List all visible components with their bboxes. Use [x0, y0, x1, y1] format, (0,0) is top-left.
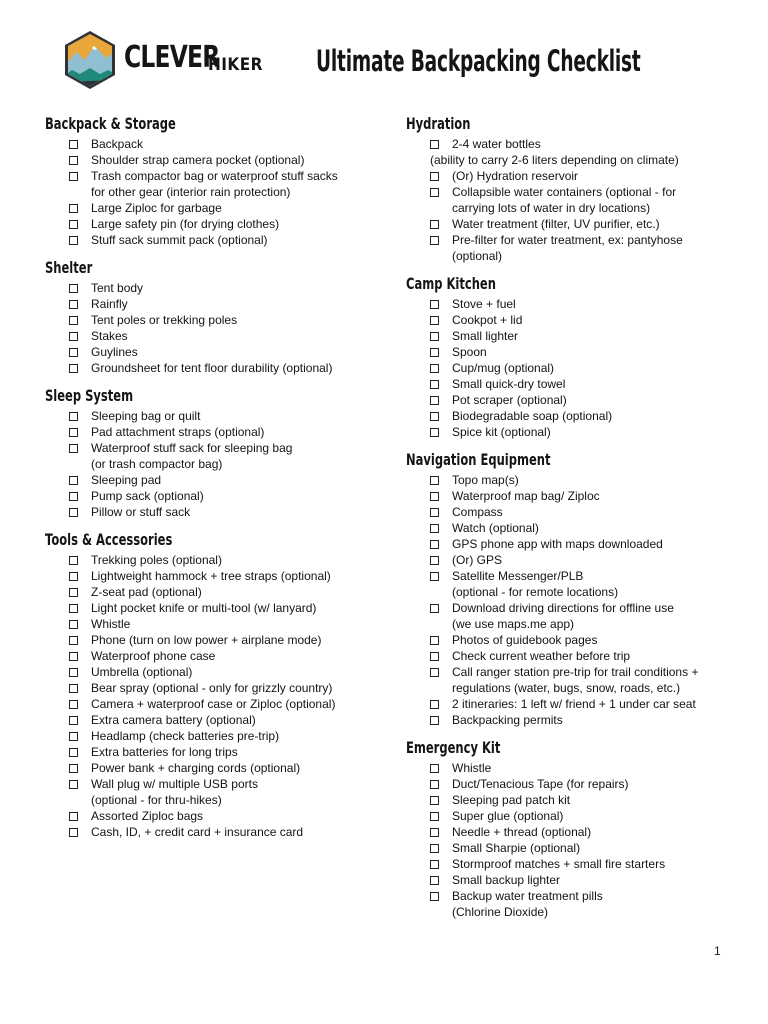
checklist-item[interactable]	[45, 664, 375, 680]
checklist-item[interactable]	[406, 296, 746, 312]
checklist-item[interactable]	[406, 824, 746, 840]
checklist-item-text: GPS phone app with maps downloaded	[452, 537, 663, 551]
checklist-item[interactable]	[45, 616, 375, 632]
checkbox-icon[interactable]	[69, 812, 78, 821]
checklist-item[interactable]	[45, 200, 375, 216]
checklist-item[interactable]	[45, 584, 375, 600]
checklist-item-text: Cup/mug (optional)	[452, 361, 555, 375]
checkbox-icon[interactable]	[69, 748, 78, 757]
checkbox-icon[interactable]	[69, 652, 78, 661]
checklist-item[interactable]	[45, 504, 375, 520]
checkbox-icon[interactable]	[430, 508, 439, 517]
checklist-item[interactable]	[45, 648, 375, 664]
checkbox-icon[interactable]	[430, 348, 439, 357]
checklist-item-text: Phone (turn on low power + airplane mode)	[91, 633, 322, 647]
checkbox-icon[interactable]	[69, 764, 78, 773]
checkbox-icon[interactable]	[69, 780, 78, 789]
checklist-item-text: (optional)	[452, 249, 503, 263]
checklist-item-text: Shoulder strap camera pocket (optional)	[91, 153, 305, 167]
section-heading: Sleep System	[45, 386, 134, 405]
checklist-item-text: Extra batteries for long trips	[91, 745, 238, 759]
checkbox-icon[interactable]	[430, 764, 439, 773]
checklist-item-text: Assorted Ziploc bags	[91, 809, 204, 823]
left-column	[45, 113, 375, 849]
checklist-item[interactable]	[45, 632, 375, 648]
checkbox-icon[interactable]	[69, 348, 78, 357]
checkbox-icon[interactable]	[69, 828, 78, 837]
checklist-item[interactable]	[45, 824, 375, 840]
checklist-item-text: Satellite Messenger/PLB	[452, 569, 584, 583]
checklist-item-text: Rainfly	[91, 297, 128, 311]
checklist-item[interactable]	[406, 328, 746, 344]
checklist-item-text: Power bank + charging cords (optional)	[91, 761, 301, 775]
checkbox-icon[interactable]	[69, 428, 78, 437]
checkbox-icon[interactable]	[430, 780, 439, 789]
section-heading: Hydration	[406, 114, 471, 133]
checklist-item[interactable]	[45, 232, 375, 248]
checklist-item-text: Camera + waterproof case or Ziploc (optional)	[91, 697, 336, 711]
checkbox-icon[interactable]	[69, 364, 78, 373]
checklist-item[interactable]	[406, 360, 746, 376]
brand-wordmark	[124, 40, 263, 75]
checklist-item-text: Small backup lighter	[452, 873, 561, 887]
checklist-item-text: Duct/Tenacious Tape (for repairs)	[452, 777, 629, 791]
checklist-item[interactable]	[45, 360, 375, 376]
checkbox-icon[interactable]	[69, 588, 78, 597]
checklist-item[interactable]	[406, 712, 746, 728]
checklist-item[interactable]	[45, 696, 375, 712]
checklist-item-text: (Chlorine Dioxide)	[452, 905, 549, 919]
checklist-item[interactable]	[406, 472, 746, 488]
checklist-item-text: Spice kit (optional)	[452, 425, 551, 439]
checklist-note	[406, 152, 746, 168]
checklist-item[interactable]	[45, 680, 375, 696]
checkbox-icon[interactable]	[69, 700, 78, 709]
checkbox-icon[interactable]	[69, 140, 78, 149]
checkbox-icon[interactable]	[69, 316, 78, 325]
checklist-item[interactable]	[406, 872, 746, 888]
checkbox-icon[interactable]	[69, 620, 78, 629]
checklist-item-text: Sleeping pad	[91, 473, 162, 487]
checklist-item-text: Pump sack (optional)	[91, 489, 204, 503]
checklist-item[interactable]	[45, 728, 375, 744]
checkbox-icon[interactable]	[69, 604, 78, 613]
checkbox-icon[interactable]	[430, 220, 439, 229]
checklist-item-text: carrying lots of water in dry locations)	[452, 201, 651, 215]
checklist-item[interactable]	[45, 168, 375, 200]
checkbox-icon[interactable]	[430, 316, 439, 325]
checkbox-icon[interactable]	[69, 220, 78, 229]
checklist-item-text: (optional - for thru-hikes)	[91, 793, 222, 807]
checkbox-icon[interactable]	[69, 204, 78, 213]
checkbox-icon[interactable]	[69, 332, 78, 341]
checklist-item[interactable]	[45, 488, 375, 504]
checklist-item-text: Wall plug w/ multiple USB ports	[91, 777, 258, 791]
checkbox-icon[interactable]	[430, 332, 439, 341]
checklist-item-text: Umbrella (optional)	[91, 665, 193, 679]
checklist-item[interactable]	[406, 504, 746, 520]
checklist-item[interactable]	[406, 888, 746, 920]
checklist-item-text: Needle + thread (optional)	[452, 825, 592, 839]
checklist-item[interactable]	[45, 440, 375, 472]
checklist-item[interactable]	[406, 392, 746, 408]
checkbox-icon[interactable]	[69, 492, 78, 501]
checklist-item[interactable]	[406, 600, 746, 632]
checklist-item[interactable]	[45, 424, 375, 440]
checklist-item-text: Water treatment (filter, UV purifier, etc.)	[452, 217, 660, 231]
checklist-item[interactable]	[45, 296, 375, 312]
checklist-item-text: Stakes	[91, 329, 128, 343]
checklist-item-text: Pad attachment straps (optional)	[91, 425, 265, 439]
checklist-item[interactable]	[406, 344, 746, 360]
page-title: Ultimate Backpacking Checklist	[316, 44, 641, 78]
checklist-item-text: Waterproof map bag/ Ziploc	[452, 489, 600, 503]
checklist-item-text: Pillow or stuff sack	[91, 505, 191, 519]
checklist-item-text: Tent poles or trekking poles	[91, 313, 238, 327]
checkbox-icon[interactable]	[69, 732, 78, 741]
checklist-item[interactable]	[406, 664, 746, 696]
checklist-item[interactable]	[45, 344, 375, 360]
checklist-item-text: Large Ziploc for garbage	[91, 201, 222, 215]
checklist-item[interactable]	[406, 760, 746, 776]
checklist-item[interactable]	[45, 760, 375, 776]
checkbox-icon[interactable]	[69, 284, 78, 293]
checkbox-icon[interactable]	[430, 236, 439, 245]
checklist-item-text: Lightweight hammock + tree straps (optional)	[91, 569, 331, 583]
checklist-item[interactable]	[406, 520, 746, 536]
checkbox-icon[interactable]	[69, 572, 78, 581]
checklist-item-text: (or trash compactor bag)	[91, 457, 223, 471]
section-shelter	[45, 257, 375, 376]
section-heading: Emergency Kit	[406, 738, 501, 757]
checkbox-icon[interactable]	[69, 508, 78, 517]
checkbox-icon[interactable]	[430, 140, 439, 149]
checkbox-icon[interactable]	[430, 812, 439, 821]
checklist-item-text: Pot scraper (optional)	[452, 393, 567, 407]
checkbox-icon[interactable]	[69, 444, 78, 453]
checklist-item[interactable]	[45, 712, 375, 728]
checkbox-icon[interactable]	[430, 556, 439, 565]
checklist-item-text: regulations (water, bugs, snow, roads, etc.)	[452, 681, 681, 695]
checkbox-icon[interactable]	[69, 684, 78, 693]
checklist-item[interactable]	[406, 312, 746, 328]
checklist-item-text: Headlamp (check batteries pre-trip)	[91, 729, 280, 743]
checklist-item-text: Topo map(s)	[452, 473, 519, 487]
checklist-item[interactable]	[406, 136, 746, 152]
checklist-item-text: Check current weather before trip	[452, 649, 631, 663]
checklist-item-text: Whistle	[452, 761, 492, 775]
checkbox-icon[interactable]	[430, 492, 439, 501]
checklist-item-text: Groundsheet for tent floor durability (optional)	[91, 361, 333, 375]
checklist-item[interactable]	[45, 312, 375, 328]
checkbox-icon[interactable]	[69, 556, 78, 565]
brand-sub-text: HIKER	[208, 55, 263, 75]
checklist-item[interactable]	[406, 696, 746, 712]
section-tools-accessories	[45, 529, 375, 840]
checklist-item-text: Bear spray (optional - only for grizzly country)	[91, 681, 333, 695]
checkbox-icon[interactable]	[430, 604, 439, 613]
checklist-item-text: Small quick-dry towel	[452, 377, 566, 391]
checklist-item-text: Compass	[452, 505, 503, 519]
checklist-item-text: (we use maps.me app)	[452, 617, 575, 631]
checklist-item[interactable]	[406, 552, 746, 568]
checklist-item[interactable]	[45, 280, 375, 296]
checkbox-icon[interactable]	[430, 828, 439, 837]
checklist-item-text: Collapsible water containers (optional - for	[452, 185, 677, 199]
checklist-item-text: Backup water treatment pills	[452, 889, 603, 903]
checkbox-icon[interactable]	[430, 380, 439, 389]
checklist-item[interactable]	[406, 856, 746, 872]
checklist-item-text: Watch (optional)	[452, 521, 539, 535]
checkbox-icon[interactable]	[430, 652, 439, 661]
checklist-item-text: Guylines	[91, 345, 138, 359]
checklist-item-text: Cash, ID, + credit card + insurance card	[91, 825, 304, 839]
checklist-item[interactable]	[406, 488, 746, 504]
checklist-item-text: Stove + fuel	[452, 297, 516, 311]
checklist-item[interactable]	[45, 328, 375, 344]
checklist-item[interactable]	[45, 136, 375, 152]
checkbox-icon[interactable]	[430, 412, 439, 421]
right-column	[406, 113, 746, 929]
checklist-item[interactable]	[45, 808, 375, 824]
checkbox-icon[interactable]	[430, 572, 439, 581]
checkbox-icon[interactable]	[430, 428, 439, 437]
checklist-item-text: Stormproof matches + small fire starters	[452, 857, 666, 871]
checklist-item-text: Sleeping bag or quilt	[91, 409, 201, 423]
checklist-item-text: Photos of guidebook pages	[452, 633, 598, 647]
checkbox-icon[interactable]	[430, 668, 439, 677]
checklist-item-text: Large safety pin (for drying clothes)	[91, 217, 280, 231]
checkbox-icon[interactable]	[430, 860, 439, 869]
checklist-item-text: Sleeping pad patch kit	[452, 793, 571, 807]
checklist-item[interactable]	[45, 152, 375, 168]
checklist-item[interactable]	[45, 568, 375, 584]
checkbox-icon[interactable]	[430, 524, 439, 533]
checklist-item[interactable]	[406, 776, 746, 792]
checklist-item[interactable]	[406, 232, 746, 264]
section-sleep-system	[45, 385, 375, 520]
checkbox-icon[interactable]	[69, 156, 78, 165]
checkbox-icon[interactable]	[430, 844, 439, 853]
checkbox-icon[interactable]	[69, 300, 78, 309]
section-emergency-kit	[406, 737, 746, 920]
checkbox-icon[interactable]	[69, 476, 78, 485]
checklist-item[interactable]	[45, 472, 375, 488]
checklist-item[interactable]	[45, 600, 375, 616]
section-backpack-storage	[45, 113, 375, 248]
checkbox-icon[interactable]	[430, 396, 439, 405]
checklist-item[interactable]	[406, 424, 746, 440]
mountain-logo-icon	[64, 30, 116, 90]
checklist-item-text: Super glue (optional)	[452, 809, 564, 823]
checklist-item-text: Small Sharpie (optional)	[452, 841, 581, 855]
checklist-item-text: Light pocket knife or multi-tool (w/ lanyard)	[91, 601, 317, 615]
section-heading: Navigation Equipment	[406, 450, 551, 469]
checkbox-icon[interactable]	[430, 476, 439, 485]
checklist-item-text: Cookpot + lid	[452, 313, 523, 327]
checklist-item-text: Pre-filter for water treatment, ex: pantyhose	[452, 233, 683, 247]
checklist-item-text: Stuff sack summit pack (optional)	[91, 233, 268, 247]
section-heading: Tools & Accessories	[45, 530, 173, 549]
checklist-item-text: 2-4 water bottles	[452, 137, 541, 151]
checklist-item-text: (optional - for remote locations)	[452, 585, 619, 599]
checklist-item[interactable]	[406, 808, 746, 824]
checklist-item[interactable]	[406, 536, 746, 552]
checklist-item-text: for other gear (interior rain protection)	[91, 185, 291, 199]
page-header	[0, 0, 768, 110]
checklist-item-text: Z-seat pad (optional)	[91, 585, 202, 599]
clever-hiker-logo	[64, 30, 116, 90]
checklist-item-text: Extra camera battery (optional)	[91, 713, 256, 727]
checkbox-icon[interactable]	[69, 668, 78, 677]
checklist-item[interactable]	[406, 184, 746, 216]
checklist-item[interactable]	[406, 216, 746, 232]
checklist-item-text: (ability to carry 2-6 liters depending on climate)	[430, 153, 679, 167]
checklist-item[interactable]	[406, 168, 746, 184]
checkbox-icon[interactable]	[69, 636, 78, 645]
checklist-item[interactable]	[45, 216, 375, 232]
checkbox-icon[interactable]	[430, 540, 439, 549]
checklist-item[interactable]	[406, 840, 746, 856]
checklist-item-text: Trekking poles (optional)	[91, 553, 222, 567]
section-heading: Camp Kitchen	[406, 274, 496, 293]
section-heading: Backpack & Storage	[45, 114, 176, 133]
checkbox-icon[interactable]	[430, 636, 439, 645]
checklist-item[interactable]	[406, 376, 746, 392]
checklist-item[interactable]	[406, 792, 746, 808]
checklist-item[interactable]	[45, 408, 375, 424]
checklist-item-text: Backpack	[91, 137, 144, 151]
checklist-item-text: (Or) GPS	[452, 553, 502, 567]
checklist-item-text: 2 itineraries: 1 left w/ friend + 1 under car seat	[452, 697, 696, 711]
checkbox-icon[interactable]	[430, 700, 439, 709]
section-hydration	[406, 113, 746, 264]
brand-main-text: CLEVER	[124, 40, 220, 75]
checklist-item-text: Whistle	[91, 617, 131, 631]
checklist-item-text: Spoon	[452, 345, 487, 359]
checklist-item[interactable]	[406, 632, 746, 648]
checkbox-icon[interactable]	[430, 188, 439, 197]
checkbox-icon[interactable]	[430, 716, 439, 725]
checkbox-icon[interactable]	[430, 876, 439, 885]
checkbox-icon[interactable]	[69, 236, 78, 245]
checklist-item[interactable]	[45, 744, 375, 760]
checkbox-icon[interactable]	[69, 716, 78, 725]
section-navigation-equipment	[406, 449, 746, 728]
checklist-item[interactable]	[406, 648, 746, 664]
checklist-item[interactable]	[45, 776, 375, 808]
checklist-item[interactable]	[45, 552, 375, 568]
checklist-item[interactable]	[406, 568, 746, 600]
checkbox-icon[interactable]	[69, 172, 78, 181]
page-number: 1	[714, 944, 721, 958]
checklist-item-text: Trash compactor bag or waterproof stuff sacks	[91, 169, 338, 183]
checklist-item-text: Waterproof stuff sack for sleeping bag	[91, 441, 293, 455]
checkbox-icon[interactable]	[430, 364, 439, 373]
checklist-item-text: Tent body	[91, 281, 144, 295]
checkbox-icon[interactable]	[430, 892, 439, 901]
checklist-item[interactable]	[406, 408, 746, 424]
checkbox-icon[interactable]	[430, 300, 439, 309]
checklist-item-text: Biodegradable soap (optional)	[452, 409, 613, 423]
section-camp-kitchen	[406, 273, 746, 440]
checklist-item-text: Small lighter	[452, 329, 519, 343]
checklist-item-text: Waterproof phone case	[91, 649, 216, 663]
checklist-item-text: Call ranger station pre-trip for trail conditions +	[452, 665, 699, 679]
checklist-item-text: Backpacking permits	[452, 713, 563, 727]
checklist-item-text: (Or) Hydration reservoir	[452, 169, 579, 183]
checkbox-icon[interactable]	[430, 796, 439, 805]
checkbox-icon[interactable]	[69, 412, 78, 421]
section-heading: Shelter	[45, 258, 93, 277]
checklist-item-text: Download driving directions for offline use	[452, 601, 674, 615]
checkbox-icon[interactable]	[430, 172, 439, 181]
